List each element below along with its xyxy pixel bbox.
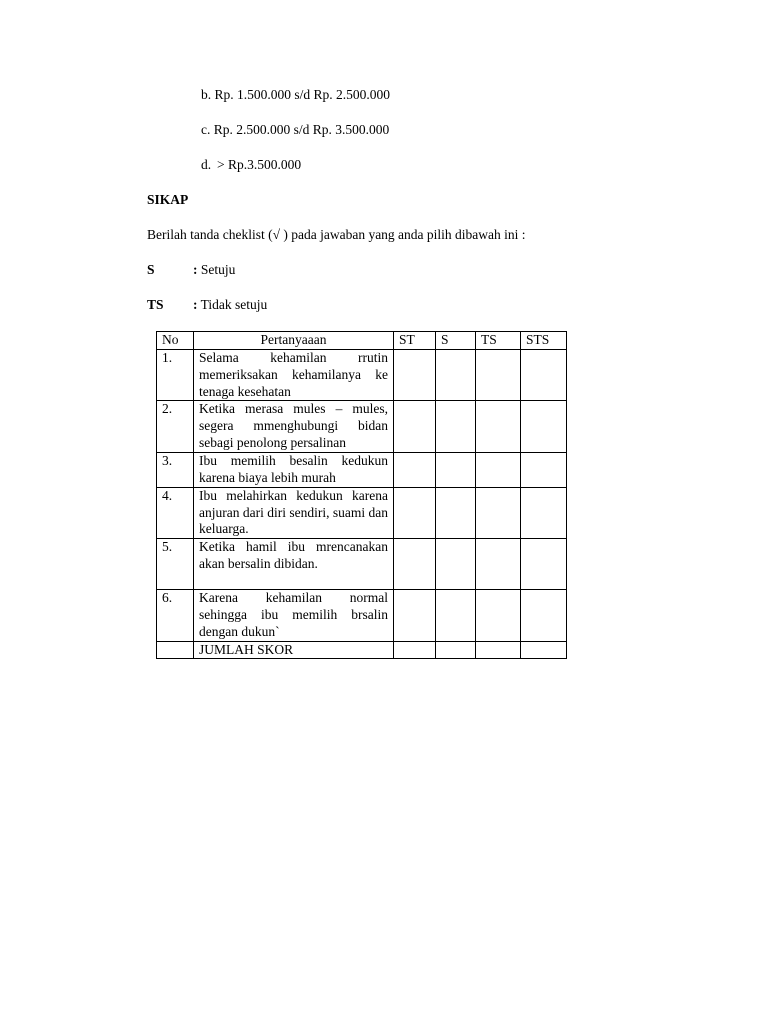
total-cell-sts[interactable] [521,641,567,659]
answer-cell-s[interactable] [436,401,476,452]
answer-cell-ts[interactable] [476,539,521,590]
option-d-letter: d. [201,157,212,172]
table-row [157,487,567,538]
answer-cell-sts[interactable] [521,590,567,641]
table-header-row [157,332,567,350]
row-question: Karena kehamilan normal sehingga ibu memilih brsalin dengan dukun` [194,590,394,641]
total-score-row [157,641,567,659]
answer-cell-s[interactable] [436,590,476,641]
answer-cell-sts[interactable] [521,350,567,401]
row-question: Ketika merasa mules – mules, segera mmenghubungi bidan sebagi penolong persalinan [194,401,394,452]
option-d-text: > Rp.3.500.000 [217,157,302,172]
attitude-table [156,331,567,659]
answer-cell-sts[interactable] [521,539,567,590]
answer-cell-ts[interactable] [476,590,521,641]
row-question: Ibu memilih besalin kedukun karena biaya lebih murah [194,452,394,487]
income-option-c: c. Rp. 2.500.000 s/d Rp. 3.500.000 [201,122,390,137]
row-question: Ketika hamil ibu mrencanakan akan bersalin dibidan. [194,539,394,590]
header-sts: STS [521,332,567,350]
total-empty-cell [157,641,194,659]
row-question: Ibu melahirkan kedukun karena anjuran dari diri sendiri, suami dan keluarga. [194,487,394,538]
row-number: 6. [157,590,194,641]
table-row [157,539,567,590]
section-title: SIKAP [147,192,189,207]
answer-cell-s[interactable] [436,350,476,401]
table-row [157,452,567,487]
legend-key: S [147,262,155,277]
header-no: No [157,332,194,350]
income-option-d [201,157,301,173]
answer-cell-st[interactable] [394,401,436,452]
row-number: 1. [157,350,194,401]
total-score-label: JUMLAH SKOR [194,641,394,659]
row-number: 2. [157,401,194,452]
legend-item-s [147,262,235,278]
header-ts: TS [476,332,521,350]
legend-meaning: Setuju [200,262,236,277]
answer-cell-ts[interactable] [476,487,521,538]
answer-cell-s[interactable] [436,487,476,538]
row-number: 3. [157,452,194,487]
answer-cell-ts[interactable] [476,452,521,487]
answer-cell-s[interactable] [436,452,476,487]
header-st: ST [394,332,436,350]
answer-cell-st[interactable] [394,487,436,538]
legend-colon: : [193,262,198,277]
section-instruction: Berilah tanda cheklist (√ ) pada jawaban yang anda pilih dibawah ini : [147,227,526,242]
header-question: Pertanyaaan [194,332,394,350]
row-question: Selama kehamilan rrutin memeriksakan kehamilanya ke tenaga kesehatan [194,350,394,401]
legend-meaning: Tidak setuju [200,297,268,312]
answer-cell-st[interactable] [394,590,436,641]
answer-cell-ts[interactable] [476,350,521,401]
answer-cell-st[interactable] [394,350,436,401]
answer-cell-sts[interactable] [521,401,567,452]
row-number: 4. [157,487,194,538]
legend-key: TS [147,297,164,312]
total-cell-st[interactable] [394,641,436,659]
answer-cell-sts[interactable] [521,487,567,538]
answer-cell-s[interactable] [436,539,476,590]
total-cell-s[interactable] [436,641,476,659]
table-row [157,590,567,641]
table-row [157,350,567,401]
answer-cell-ts[interactable] [476,401,521,452]
total-cell-ts[interactable] [476,641,521,659]
table-row [157,401,567,452]
legend-colon: : [193,297,198,312]
answer-cell-sts[interactable] [521,452,567,487]
answer-cell-st[interactable] [394,539,436,590]
answer-cell-st[interactable] [394,452,436,487]
legend-item-ts [147,297,267,313]
income-option-b: b. Rp. 1.500.000 s/d Rp. 2.500.000 [201,87,391,102]
header-s: S [436,332,476,350]
row-number: 5. [157,539,194,590]
